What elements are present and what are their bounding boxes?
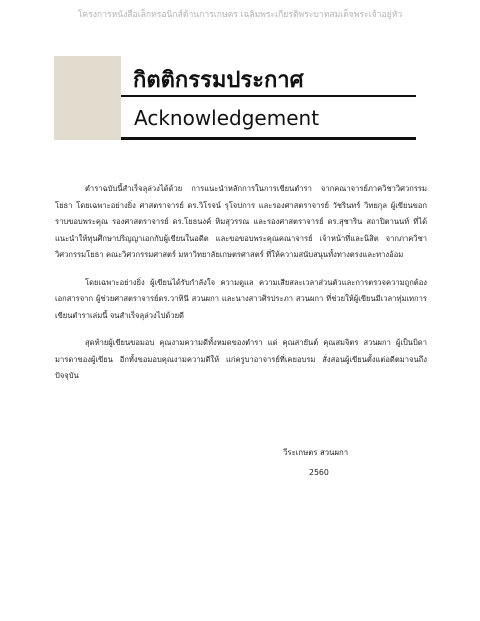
signature-block bbox=[283, 443, 348, 483]
title-divider-bottom bbox=[121, 137, 416, 140]
acknowledgement-body bbox=[55, 181, 427, 396]
series-header-note: โครงการหนังสือเล็กทรอนิกส์ด้านการเกษตร เฉลิมพระเกียรติพระบาทสมเด็จพระเจ้าอยู่หัว bbox=[77, 10, 403, 20]
paragraph: โดยเฉพาะอย่างยิ่ง ผู้เขียนได้รับกำลังใจ ความดูแล ความเสียสละเวลาส่วนตัวและการตรวจความถูกต้องเอกสารจาก ผู้ช่วยศาสตราจารย์ดร.วาทินี สวนผกา และนางสาวศิรประภา สวนผกา ที่ช่วยให้ผู้เขียนมีเวลาทุ่มเทการเขียนตำราเล่มนี้ จนสำเร็จลุล่วงไปด้วยดี bbox=[55, 277, 427, 320]
paragraph: ตำราฉบับนี้สำเร็จลุล่วงได้ด้วย การแนะนำหลักการในการเขียนตำรา จากคณาจารย์ภาควิชาวิศวกรรมโยธา โดยเฉพาะอย่างยิ่ง ศาสตราจารย์ ดร.วิโรจน์ รุโจปการ และรองศาสตราจารย์ วัชรินทร์ วิทยกุล ผู้เขียนขอกราบขอบพระคุณ รองศาสตราจารย์ ดร.โยธนงค์ หิมสุวรรณ และรองศาสตราจารย์ ดร.สุชาริน สถาปิตานนท์ ที่ได้แนะนำให้ทุนศึกษาปริญญาเอกกับผู้เขียนในอดีต และขอขอบพระคุณคณาจารย์ เจ้าหน้าที่และนิสิต จากภาควิชาวิศวกรรมโยธา คณะวิศวกรรมศาสตร์ มหาวิทยาลัยเกษตรศาสตร์ ที่ให้ความสนับสนุนทั้งทางตรงและทางอ้อม bbox=[55, 184, 427, 259]
signature-name: วีระเกษตร สวนผกา bbox=[283, 448, 349, 457]
signature-year: 2560 bbox=[309, 468, 329, 477]
title-accent-box bbox=[54, 56, 121, 140]
title-block bbox=[54, 56, 416, 140]
page-title-english: Acknowledgement bbox=[134, 106, 320, 130]
paragraph: สุดท้ายผู้เขียนขอมอบ คุณงามความดีทั้งหมดของตำรา แด่ คุณสายันต์ คุณสมจิตร สวนผกา ผู้เป็นบิดามารดาของผู้เขียน อีกทั้งขอมอบคุณงามความดีให้ แก่ครูบาอาจารย์ที่เคยอบรม สั่งสอนผู้เขียนตั้งแต่อดีตมาจนถึงปัจจุบัน bbox=[55, 338, 427, 380]
page-title-thai: กิตติกรรมประกาศ bbox=[133, 68, 304, 93]
